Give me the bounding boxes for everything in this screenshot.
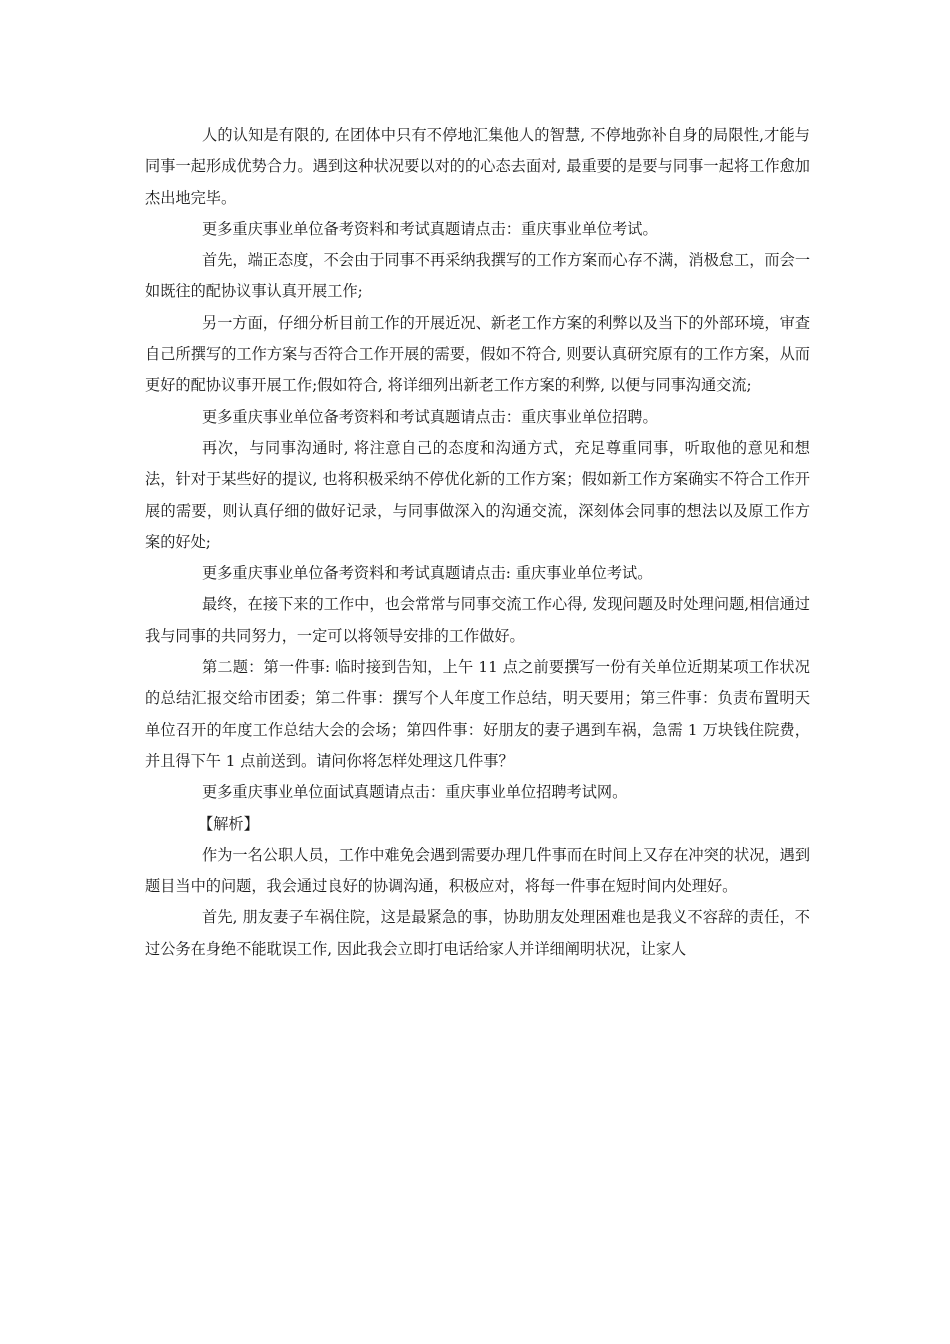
paragraph-13: 首先, 朋友妻子车祸住院，这是最紧急的事，协助朋友处理困难也是我义不容辞的责任，不过公务在身绝不能耽误工作, 因此我会立即打电话给家人并详细阐明状况，让家人 xyxy=(145,908,810,958)
question-2: 第二题：第一件事: 临时接到告知，上午 11 点之前要撰写一份有关单位近期某项工作状况的总结汇报交给市团委；第二件事：撰写个人年度工作总结，明天要用；第三件事：负责布置明天单位召开的年度工作总结大会的会场；第四件事：好朋友的妻子遇到车祸，急需 1 万块钱住院费，并且得下午 1 点前送到。请问你将怎样处理这几件事？ xyxy=(145,658,810,770)
paragraph-2-link-note: 更多重庆事业单位备考资料和考试真题请点击：重庆事业单位考试。 xyxy=(202,219,658,238)
paragraph-12: 作为一名公职人员，工作中难免会遇到需要办理几件事而在时间上又存在冲突的状况，遇到题目当中的问题，我会通过良好的协调沟通，积极应对，将每一件事在短时间内处理好。 xyxy=(145,845,810,896)
paragraph-4: 另一方面，仔细分析目前工作的开展近况、新老工作方案的利弊以及当下的外部环境，审查自己所撰写的工作方案与否符合工作开展的需要，假如不符合, 则要认真研究原有的工作方案，从而更好的配协议事开展工作;假如符合, 将详细列出新老工作方案的利弊, 以便与同事沟通交流; xyxy=(145,313,810,395)
paragraph-5-link-note: 更多重庆事业单位备考资料和考试真题请点击：重庆事业单位招聘。 xyxy=(202,407,658,426)
paragraph-6: 再次，与同事沟通时, 将注意自己的态度和沟通方式，充足尊重同事，听取他的意见和想法，针对于某些好的提议, 也将积极采纳不停优化新的工作方案；假如新工作方案确实不符合工作开展的需要，则认真仔细的做好记录，与同事做深入的沟通交流，深刻体会同事的想法以及原工作方案的好处; xyxy=(145,438,810,551)
document-page xyxy=(145,120,810,965)
analysis-heading: 【解析】 xyxy=(198,814,259,833)
paragraph-8: 最终，在接下来的工作中，也会常常与同事交流工作心得, 发现问题及时处理问题,相信通过我与同事的共同努力，一定可以将领导安排的工作做好。 xyxy=(145,595,810,645)
paragraph-10-link-note: 更多重庆事业单位面试真题请点击：重庆事业单位招聘考试网。 xyxy=(202,783,628,802)
paragraph-7-link-note: 更多重庆事业单位备考资料和考试真题请点击: 重庆事业单位考试。 xyxy=(202,564,653,583)
paragraph-3: 首先，端正态度，不会由于同事不再采纳我撰写的工作方案而心存不满，消极怠工，而会一如既往的配协议事认真开展工作; xyxy=(145,251,810,301)
paragraph-1: 人的认知是有限的, 在团体中只有不停地汇集他人的智慧, 不停地弥补自身的局限性,才能与同事一起形成优势合力。遇到这种状况要以对的的心态去面对, 最重要的是要与同事一起将工作愈加杰出地完毕。 xyxy=(145,126,810,207)
